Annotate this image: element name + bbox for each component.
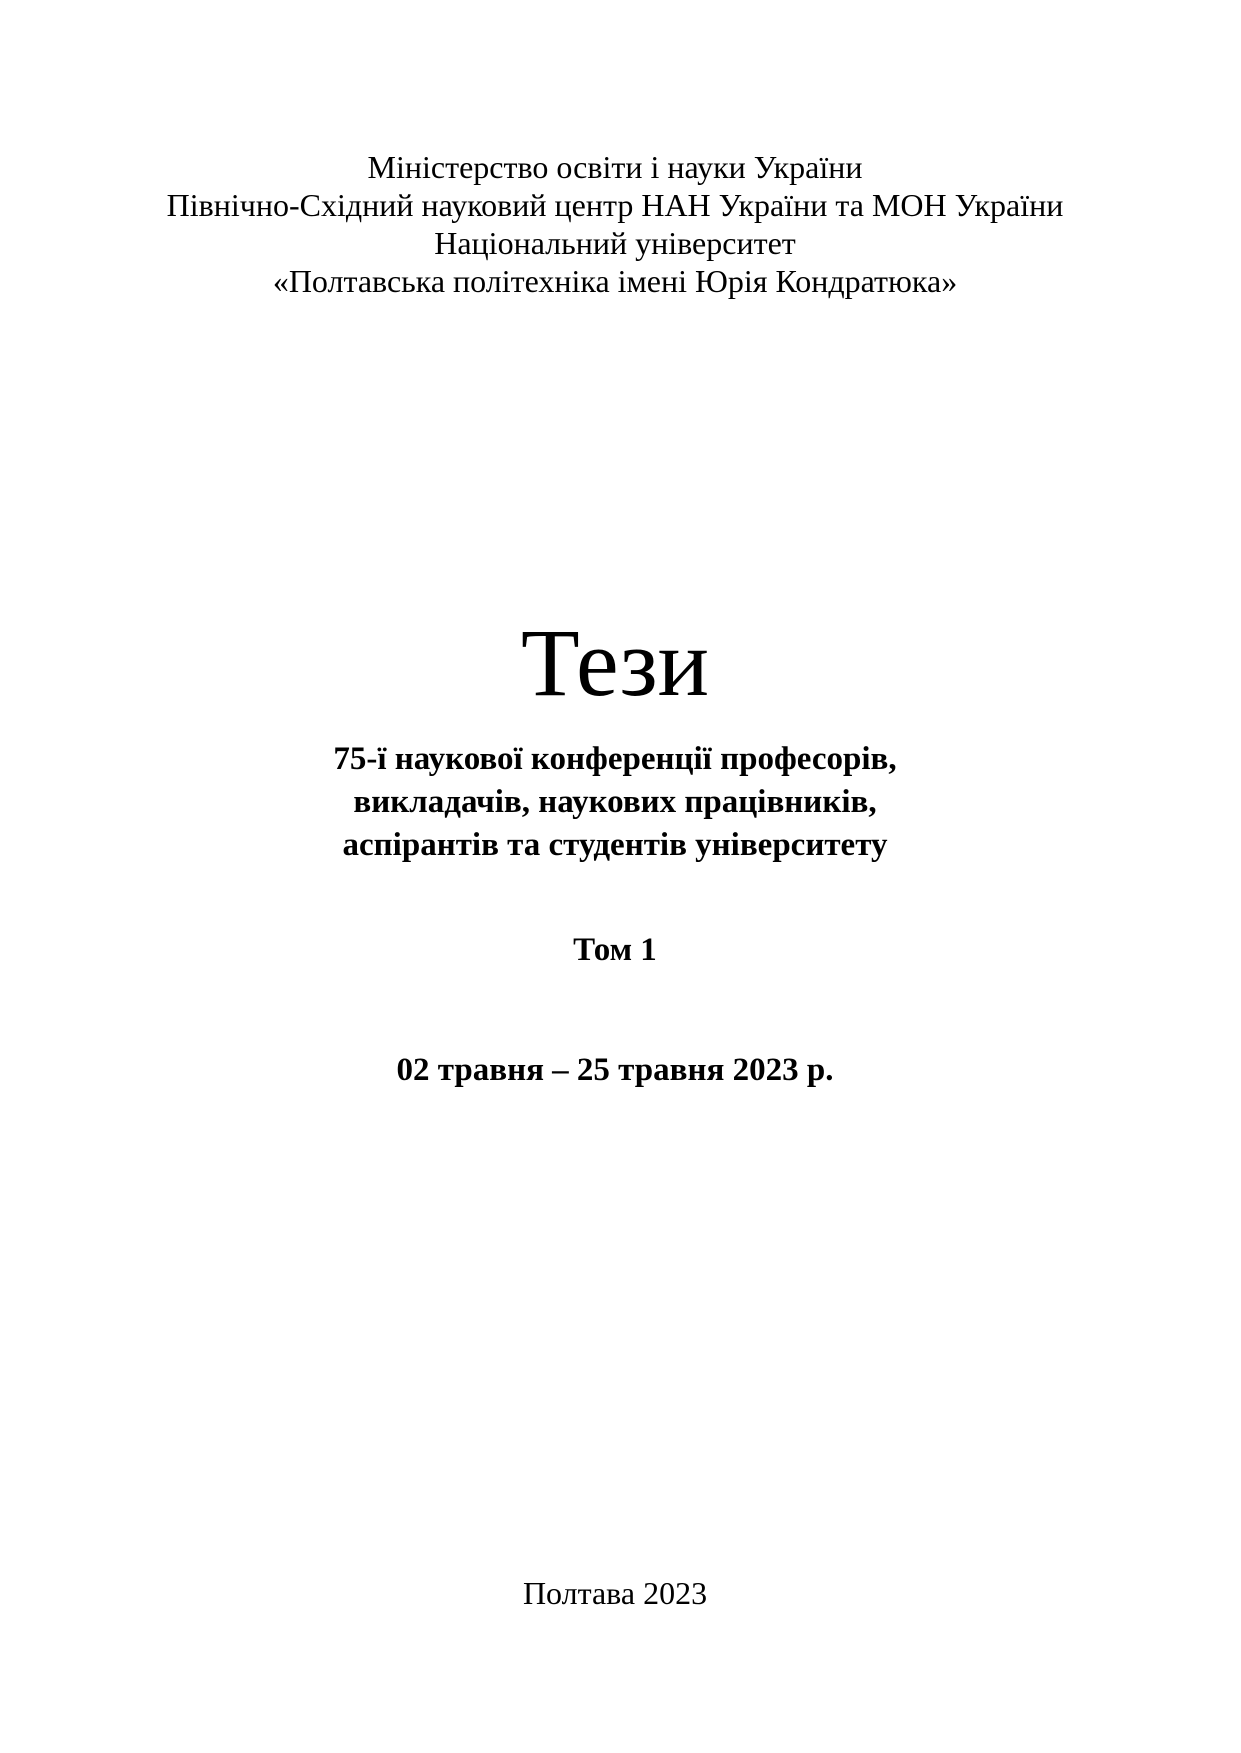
place-year: Полтава 2023 (522, 1575, 708, 1611)
subtitle-line-1: 75-ї наукової конференції професорів, (333, 741, 897, 777)
document-title: Тези (520, 609, 710, 716)
volume-label: Том 1 (573, 932, 657, 968)
ministry-line: Міністерство освіти і науки України (367, 149, 863, 185)
subtitle-line-3: аспірантів та студентів університету (342, 827, 888, 863)
university-name-line: «Полтавська політехніка імені Юрія Кондратюка» (272, 263, 958, 299)
science-center-line: Північно-Східний науковий центр НАН України та МОН України (166, 187, 1064, 223)
institution-header (120, 148, 1110, 300)
subtitle-line-2: викладачів, наукових працівників, (353, 784, 877, 820)
conference-dates: 02 травня – 25 травня 2023 р. (396, 1052, 834, 1088)
university-line: Національний університет (434, 225, 796, 261)
conference-subtitle (120, 738, 1110, 867)
